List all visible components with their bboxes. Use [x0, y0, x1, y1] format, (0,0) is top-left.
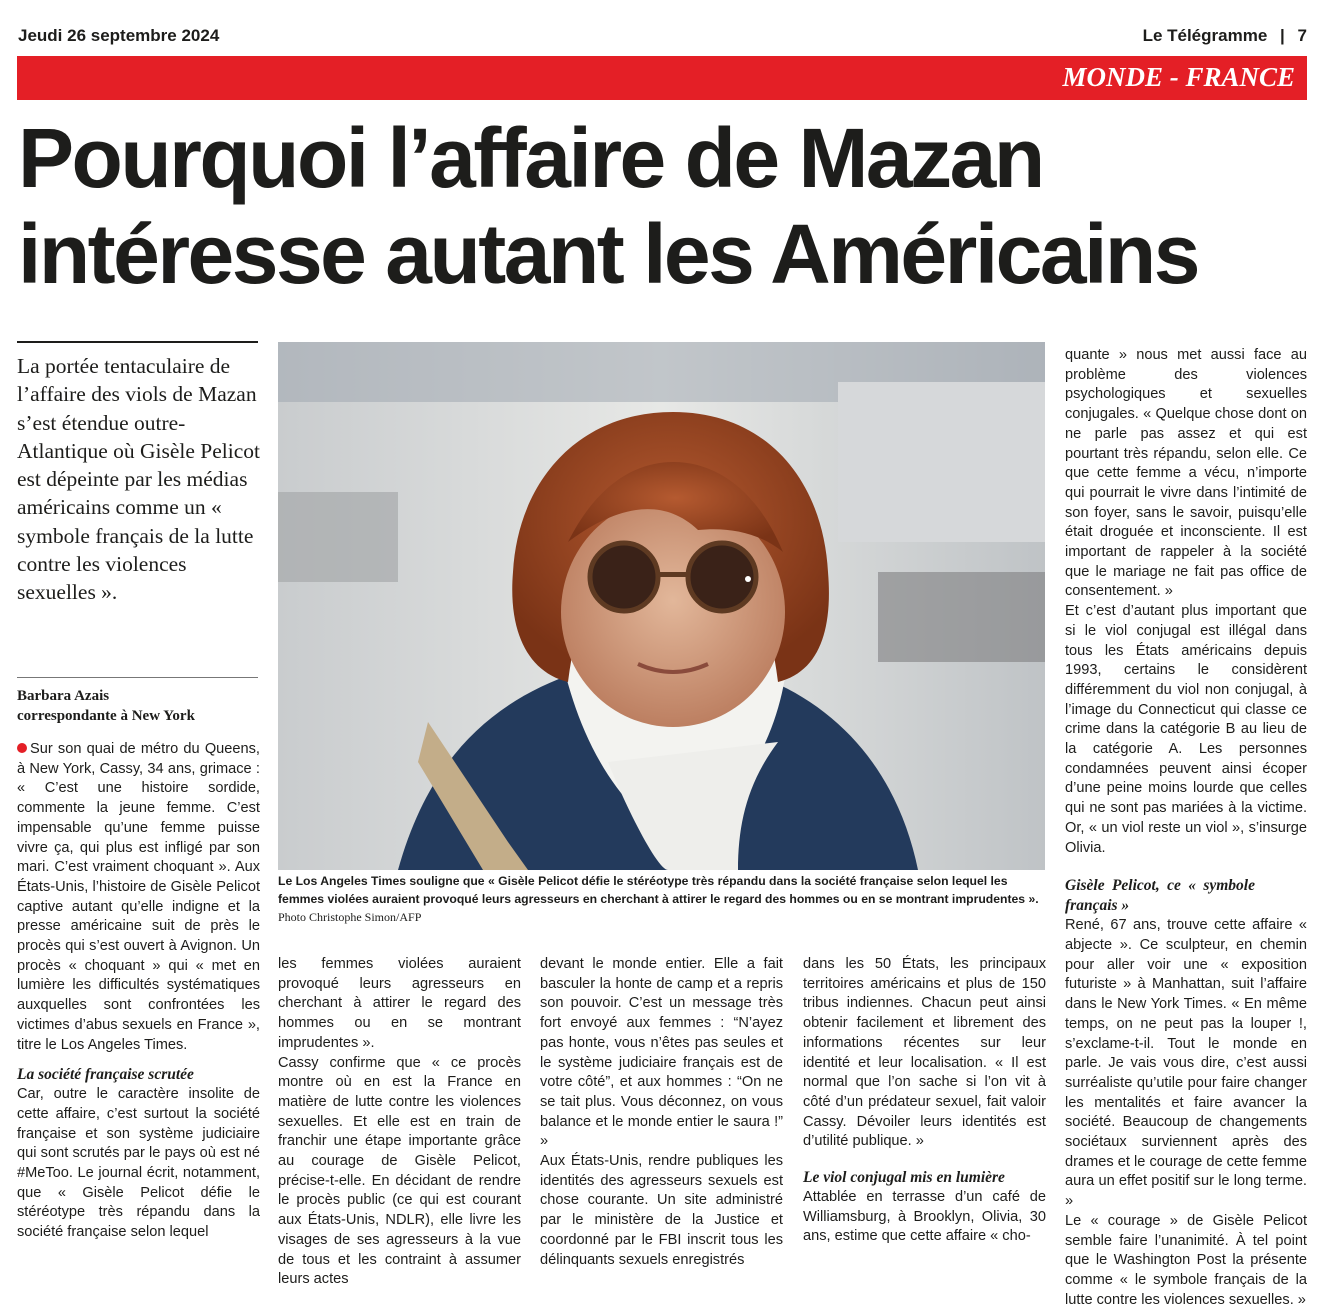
headline — [18, 110, 1308, 302]
paragraph: René, 67 ans, trouve cette affaire « abjecte ». Ce sculpteur, en chemin pour aller voir une « exposition futuriste » à Manhattan, suit l’affaire dans le New York Times. « En même temps, on ne peut pas la louper !, s’exclame-t-il. Tout le monde en parle. Je vais vous dire, c’est aussi surréaliste qu’utile pour faire changer les mentalités et faire avancer la société. Beaucoup de changements sociétaux surviennent après des drames et le courage de cette femme aura un effet positif sur le long terme. » — [1065, 917, 1307, 1210]
author-name: Barbara Azais — [17, 688, 110, 704]
subheading: Le viol conjugal mis en lumière — [803, 1169, 1005, 1187]
paragraph: Aux États-Unis, rendre publiques les identités des agresseurs sexuels est chose courante. Un site administré par le ministère de la Justice et coordonné par le FBI inscrit tous les délinquants sexuels enregistrés — [540, 1153, 783, 1268]
paragraph: quante » nous met aussi face au problème des violences psychologiques et sexuelles conjugales. « Quelque chose dont on ne parle pas assez et qui est pourtant très répandu, selon elle. Ce que cette femme a vécu, n’importe qui pourrait le vivre dans l’intimité de son foyer, sans le savoir, puisqu’elle était droguée et inconsciente. Il est important de rappeler à la société que le mariage ne fait pas office de consentement. » — [1065, 347, 1307, 600]
headline-line-2: intéresse autant les Américains — [18, 207, 1198, 301]
text-column-5 — [1065, 346, 1307, 1310]
portrait-photo-image — [278, 342, 1045, 870]
byline — [17, 686, 262, 726]
paragraph: dans les 50 États, les principaux territoires américains et plus de 150 tribus indiennes. Chacun peut ainsi obtenir facilement et librement des informations récentes sur leur identité et leur localisation. « Il est normal que l’on sache si l’on vit à côté d’un prédateur sexuel, fait valoir Cassy. Dévoiler leurs identités est d’utilité publique. » — [803, 956, 1046, 1150]
text-column-1 — [17, 740, 260, 1243]
author-role: correspondante à New York — [17, 708, 195, 724]
issue-date: Jeudi 26 septembre 2024 — [18, 26, 220, 45]
paragraph: Cassy confirme que « ce procès montre où en est la France en matière de lutte contre les violences sexuelles. Et elle est en train de franchir une étape importante grâce au courage de Gisèle Pelicot, précise-t-elle. En décidant de rendre le procès public (ce qui est courant aux États-Unis, NDLR), elle livre les visages de ses agresseurs à la vue de tous et les contraint à assumer leurs actes — [278, 1054, 521, 1288]
chapo-rule — [17, 341, 258, 343]
paragraph: devant le monde entier. Elle a fait basculer la honte de camp et a repris son pouvoir. C’est un message très fort envoyé aux femmes : “N’ayez pas honte, vous n’êtes pas seules et le système judiciaire français est de votre côté”, et aux hommes : “On ne se tait plus. Vous déconnez, on vous balance et le monde entier le saura !” » — [540, 956, 783, 1150]
section-label: MONDE - FRANCE — [1062, 62, 1295, 92]
paragraph — [17, 740, 260, 1055]
masthead — [1143, 26, 1307, 46]
text-column-4 — [803, 955, 1046, 1247]
subheading: Gisèle Pelicot, ce « symbole français » — [1065, 877, 1255, 915]
byline-rule — [17, 677, 258, 678]
article-photo — [278, 342, 1045, 870]
lead-paragraph: La portée tentaculaire de l’affaire des viols de Mazan s’est étendue outre-Atlantique où Gisèle Pelicot est dépeinte par les médias américains comme un « symbole français de la lutte contre les violences sexuelles ». — [17, 354, 261, 605]
text-column-2 — [278, 955, 521, 1290]
headline-line-1: Pourquoi l’affaire de Mazan — [18, 111, 1043, 205]
photo-credit: Photo Christophe Simon/AFP — [278, 910, 422, 924]
paragraph: les femmes violées auraient provoqué leurs agresseurs en cherchant à attirer le regard des hommes ou en se montrant imprudentes ». — [278, 956, 521, 1051]
photo-caption: Le Los Angeles Times souligne que « Gisèle Pelicot défie le stéréotype très répandu dans la société française selon lequel les femmes violées auraient provoqué leurs agresseurs en cherchant à attirer le regard des hommes ou en se montrant imprudentes ». — [278, 874, 1039, 906]
text-column-3 — [540, 955, 783, 1270]
paragraph: Le « courage » de Gisèle Pelicot semble faire l’unanimité. À tel point que le Washington Post la présente comme « le symbole français de la lutte contre les violences sexuelles. » — [1065, 1212, 1307, 1308]
paragraph: Et c’est d’autant plus important que si le viol conjugal est illégal dans tous les États américains depuis 1993, certains le considèrent différemment du viol non conjugal, à l’image du Connecticut qui classe ce crime dans la catégorie B au lieu de la catégorie A. Les personnes condamnées peuvent ainsi écoper d’une peine moins lourde que celles qui ne sont pas mariées à la victime. Or, « un viol reste un viol », s’insurge Olivia. — [1065, 603, 1307, 856]
paragraph: Attablée en terrasse d’un café de Williamsburg, à Brooklyn, Olivia, 30 ans, estime que cette affaire « cho- — [803, 1189, 1046, 1245]
separator: | — [1280, 26, 1285, 45]
page-number: 7 — [1297, 26, 1307, 45]
paragraph-text: Sur son quai de métro du Queens, à New York, Cassy, 34 ans, grimace : « C’est une histoire sordide, commente la jeune femme. C’est impensable qu’une femme puisse vivre ça, qui plus est infligé par son mari. C’est vraiment choquant ». Aux États-Unis, l’histoire de Gisèle Pelicot captive autant qu’elle indigne et la presse américaine suit de près le procès qui s’est ouvert à Avignon. Un procès « choquant » qui « met en lumière les difficultés systématiques auxquelles sont confrontées les victimes d’abus sexuels en France », titre le Los Angeles Times. — [17, 741, 260, 1053]
subheading: La société française scrutée — [17, 1066, 194, 1084]
bullet-dot-icon — [17, 743, 27, 753]
newspaper-name: Le Télégramme — [1142, 26, 1268, 45]
paragraph: Car, outre le caractère insolite de cette affaire, c’est surtout la société française et son système judiciaire qui sont scrutés par le pays où est né #MeToo. Le journal écrit, notamment, que « Gisèle Pelicot défie le stéréotype très répandu dans la société française selon lequel — [17, 1086, 260, 1241]
